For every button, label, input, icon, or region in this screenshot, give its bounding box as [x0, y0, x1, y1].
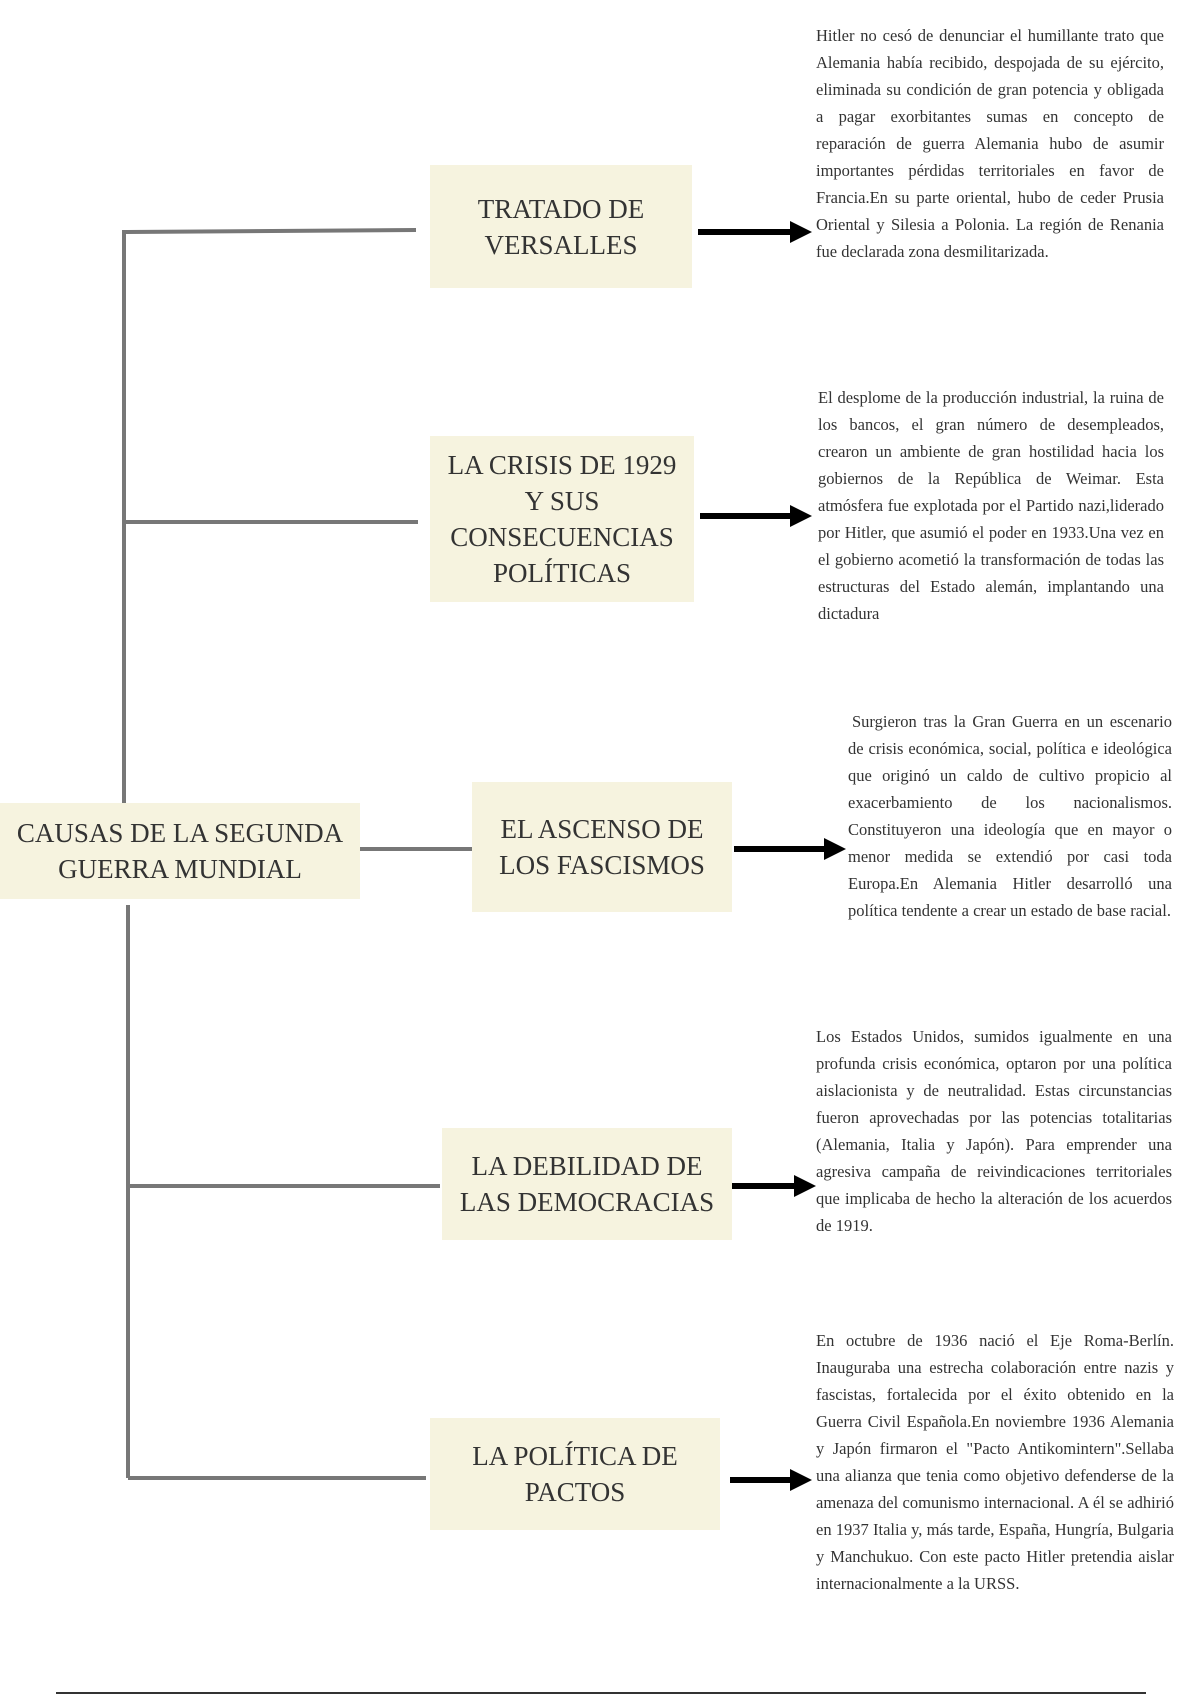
- cause-node-democracias: [442, 1128, 732, 1240]
- arrowhead-democracias: [794, 1175, 816, 1197]
- cause-node-pactos: [430, 1418, 720, 1530]
- root-node-label: CAUSAS DE LA SEGUNDA GUERRA MUNDIAL: [16, 818, 344, 884]
- cause-node-crisis-1929: [430, 436, 694, 602]
- cause-node-label: LA POLÍTICA DE PACTOS: [472, 1441, 678, 1507]
- arrowhead-versalles: [790, 221, 812, 243]
- root-node: [0, 803, 360, 899]
- description-pactos: En octubre de 1936 nació el Eje Roma-Berlín. Inauguraba una estrecha colaboración entre nazis y fascistas, fortalecida por el éxito obtenido en la Guerra Civil Española.En noviembre 1936 Alemania y Japón firmaron el "Pacto Antikomintern".Sellaba una alianza que tenia como objetivo defenderse de la amenaza del comunismo internacional. A él se adhirió en 1937 Italia y, más tarde, España, Hungría, Bulgaria y Manchukuo. Con este pacto Hitler pretendia aislar internacionalmente a la URSS.: [816, 1331, 1174, 1593]
- arrowhead-crisis: [790, 505, 812, 527]
- description-fascismos: Surgieron tras la Gran Guerra en un escenario de crisis económica, social, política e ideológica que originó un caldo de cultivo propicio al exacerbamiento de los nacionalismos. Constituyeron una ideología que en mayor o menor medida se extendió por casi toda Europa.En Alemania Hitler desarrolló una política tendente a crear un estado de base racial.: [848, 712, 1172, 920]
- branch-line-versalles: [122, 230, 416, 232]
- arrowhead-pactos: [790, 1469, 812, 1491]
- description-crisis-1929: El desplome de la producción industrial, la ruina de los bancos, el gran número de desempleados, crearon un ambiente de gran hostilidad hacia los gobiernos de la República de Weimar. Esta atmósfera fue explotada por el Partido nazi,liderado por Hitler, que asumió el poder en 1933.Una vez en el gobierno acometió la transformación de todas las estructuras del Estado alemán, implantando una dictadura: [818, 388, 1164, 623]
- cause-node-fascismos: [472, 782, 732, 912]
- description-versalles: Hitler no cesó de denunciar el humillante trato que Alemania había recibido, despojada de su ejército, eliminada su condición de gran potencia y obligada a pagar exorbitantes sumas en concepto de reparación de guerra Alemania hubo de asumir importantes pérdidas territoriales en favor de Francia.En su parte oriental, hubo de ceder Prusia Oriental y Silesia a Polonia. La región de Renania fue declarada zona desmilitarizada.: [816, 26, 1164, 261]
- cause-node-label: TRATADO DE VERSALLES: [477, 193, 645, 260]
- cause-node-label: LA DEBILIDAD DE LAS DEMOCRACIAS: [459, 1151, 715, 1217]
- cause-node-label: LA CRISIS DE 1929 Y SUS CONSECUENCIAS POLÍTICAS: [447, 450, 677, 588]
- description-democracias: Los Estados Unidos, sumidos igualmente en una profunda crisis económica, optaron por una política aislacionista y de neutralidad. Estas circunstancias fueron aprovechadas por las potencias totalitarias (Alemania, Italia y Japón). Para emprender una agresiva campaña de reivindicaciones territoriales que implicaba de hecho la alteración de los acuerdos de 1919.: [816, 1027, 1172, 1235]
- bottom-rule: [56, 1692, 1146, 1694]
- cause-node-versalles: [430, 165, 692, 288]
- arrowhead-fascismos: [824, 838, 846, 860]
- cause-node-label: EL ASCENSO DE LOS FASCISMOS: [499, 814, 705, 880]
